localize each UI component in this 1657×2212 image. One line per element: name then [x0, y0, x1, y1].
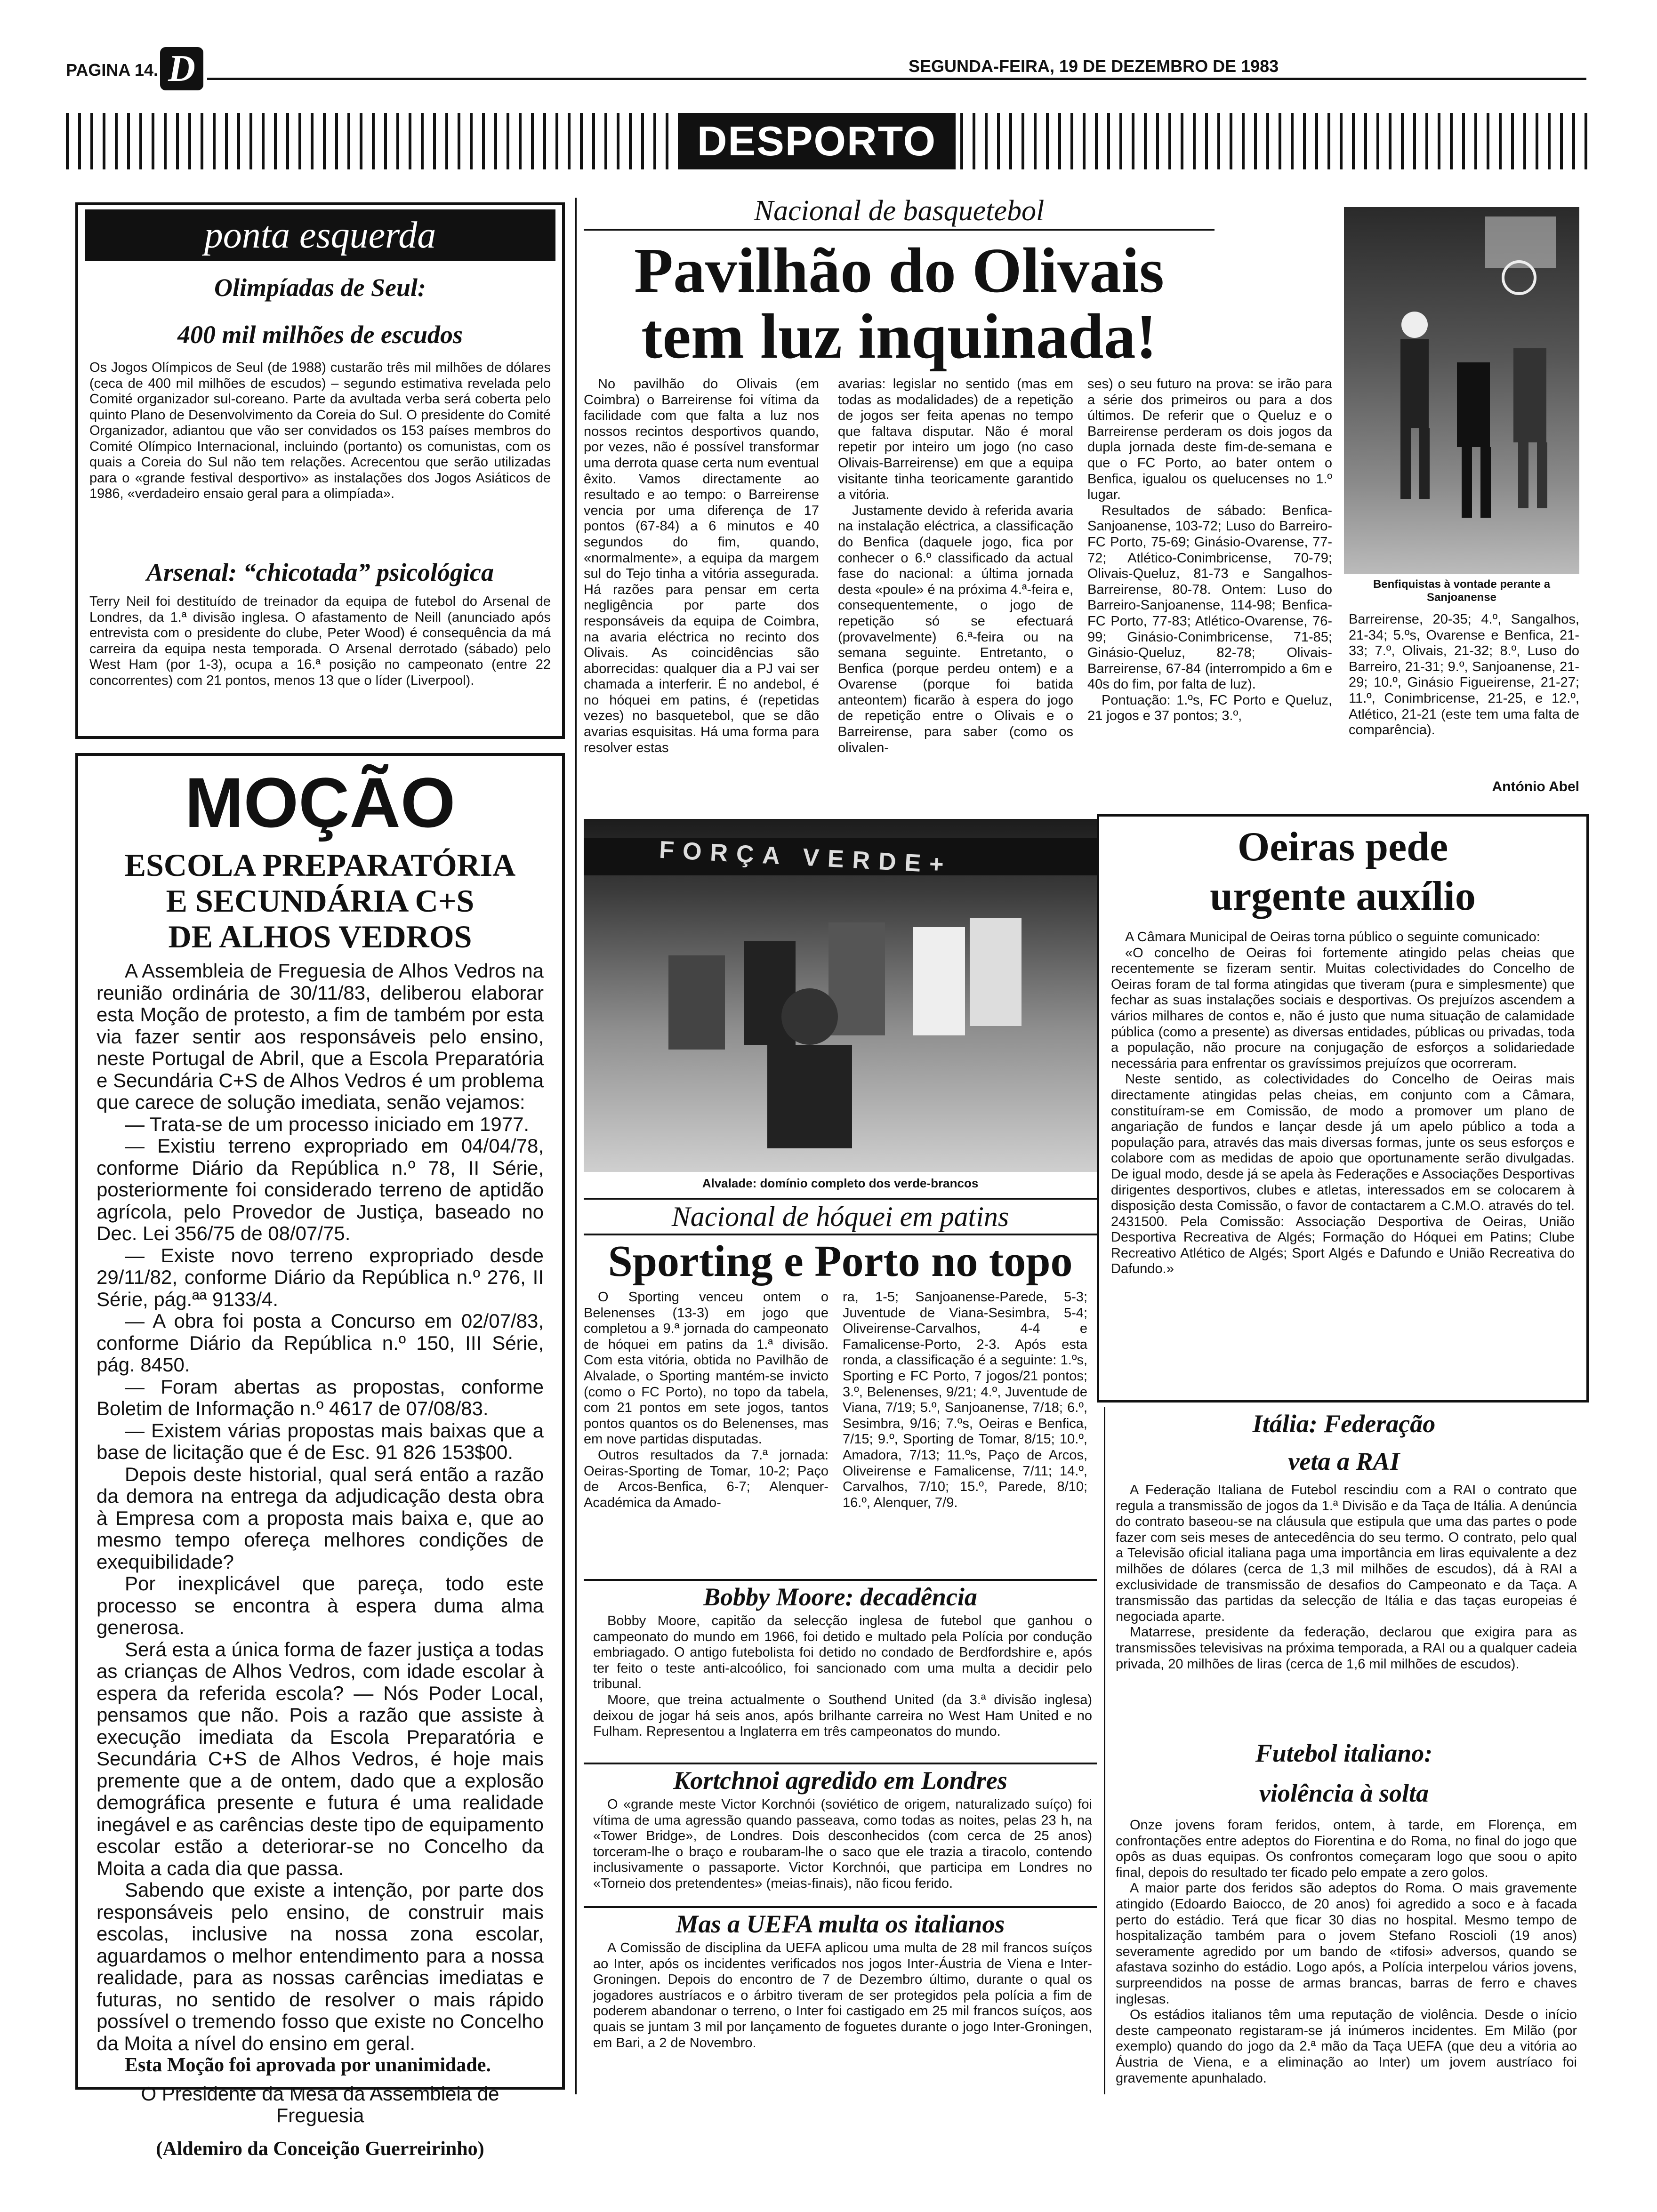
italia-headline-2: veta a RAI — [1288, 1447, 1400, 1475]
mocao-body — [97, 960, 544, 2160]
italia-headline-1: Itália: Federação — [1252, 1410, 1436, 1438]
header-rule — [207, 78, 1586, 80]
basket-col-2 — [838, 377, 1073, 756]
hockey-col-1b: Outros resultados da 7.ª jornada: Oeiras-Sporting de Tomar, 10-2; Paço de Arcos-Benfica, 6-7; Alenquer-Académica da Amado- — [584, 1447, 828, 1510]
mocao-paragraph-2: Depois deste historial, qual será então a razão da demora na entrega da adjudicação desta obra à Empresa com a proposta mais baixa e, que ao mesmo tempo ofereça melhores condições de exequibilidade? — [97, 1463, 544, 1573]
basket-col-2a: avarias: legislar no sentido (mas em todas as modalidades) de a repetição de jogos ser feita apenas no tempo que faltava disputar. Não é moral repetir por inteiro um jogo (no caso Olivais-Barreirense) em que a equipa visitante tinha teoricamente garantido a vitória. — [838, 377, 1073, 503]
basket-col-3b: Resultados de sábado: Benfica-Sanjoanense, 103-72; Luso do Barreiro-FC Porto, 75-69; Ginásio-Ovarense, 77-72; Atlético-Conimbricense, 70-79; Olivais-Queluz, 81-73 e Sangalhos-Barreirense, 80-78. Ontem: Luso do Barreiro-Sanjoanense, 114-98; Benfica-FC Porto, 77-83; Atlético-Ovarense, 76-99; Ginásio-Conimbricense, 71-85; Ginásio-Queluz, 82-78; Olivais-Barreirense, 67-84 (interrompido a 6m e 40s do fim, por falta de luz). — [1087, 503, 1332, 692]
basket-col-3c: Pontuação: 1.ºs, FC Porto e Queluz, 21 jogos e 37 pontos; 3.º, — [1087, 692, 1332, 724]
hockey-headline: Sporting e Porto no topo — [608, 1237, 1073, 1286]
column-divider-right — [1104, 1407, 1105, 2094]
bobby-p1: Bobby Moore, capitão da selecção inglesa de futebol que ganhou o campeonato do mundo em 1966, foi detido e multado pela Polícia por condução embriagado. O antigo futebolista foi detido no condado de Berdfordshire e, após ter feito o teste anti-alcoólico, foi sancionado com uma multa a decidir pelo tribunal. — [593, 1613, 1092, 1692]
logo-letter: D — [168, 48, 195, 89]
mocao-item-2: — Existiu terreno expropriado em 04/04/78, conforme Diário da República n.º 78, II Série, posteriormente foi considerado terreno de aptidão agrícola, pelo Provedor de Justiça, baseado no Dec. Lei 356/75 de 08/07/75. — [97, 1135, 544, 1244]
basketball-photo-art — [1344, 207, 1579, 574]
basket-byline: António Abel — [1492, 779, 1579, 794]
page-number: PAGINA 14. — [66, 60, 159, 80]
mocao-subtitle-1: ESCOLA PREPARATÓRIA — [124, 847, 516, 883]
mocao-signature: (Aldemiro da Conceição Guerreirinho) — [156, 2138, 484, 2160]
mocao-subtitle-2: E SECUNDÁRIA C+S — [166, 883, 475, 919]
bobby-body — [593, 1613, 1092, 1740]
mocao-approved: Esta Moção foi aprovada por unanimidade. — [125, 2054, 491, 2076]
basket-col-2b: Justamente devido à referida avaria na instalação eléctrica, a classificação do Benfica (daquele jogo, fica por conhecer o 6.º classificado da actual fase do nacional: a última jornada desta «poule» é na próxima 4.ª-feira e, consequentemente, o jogo de repetição só se efectuará (provavelmente) 6.ª-feira ou na semana seguinte. Entretanto, o Benfica (porque perdeu ontem) e a Ovarense (porque foi batida anteontem) ficarão à espera do jogo de repetição entre o Olivais e o Barreirense, para saber (como os olivalen- — [838, 503, 1073, 755]
futebol-it-p2: A maior parte dos feridos são adeptos do Roma. O mais gravemente atingido (Edoardo Baiocco, de 20 anos) foi agredido a soco e à facada perto do estádio. Terá que ficar 30 dias no hospital. Mesmo tempo de hospitalização também para o jovem Stefano Roscioli (19 anos) severamente agredido por um bando de «tifosi» adversos, quando se afastava sozinho do estádio. Logo após, a Polícia interpelou vários jovens, surpreendidos na posse de armas brancas, barras de ferro e chaves inglesas. — [1116, 1881, 1577, 2007]
arsenal-body: Terry Neil foi destituído de treinador da equipa de futebol do Arsenal de Londres, da 1.ª divisão inglesa. O afastamento de Neill (anunciado após entrevista com o presidente do clube, Peter Wood) é consequência da má carreira da equipa nesta temporada. O Arsenal derrotado (sábado) pelo West Ham (por 1-3), ocupa a 16.ª posição no campeonato (entre 22 concorrentes) com 21 pontos, menos 13 que o líder (Liverpool). — [89, 594, 551, 688]
futebol-it-p1: Onze jovens foram feridos, ontem, à tarde, em Florença, em confrontações entre adeptos do Fiorentina e do Roma, no final do jogo que opôs as duas equipas. Os confrontos começaram logo que soou o apito final, depois do resultado ter ficado pelo empate a zero golos. — [1116, 1818, 1577, 1880]
basketball-photo — [1344, 207, 1579, 574]
mocao-item-5: — Foram abertas as propostas, conforme Boletim de Informação n.º 4617 de 07/08/83. — [97, 1375, 544, 1419]
oeiras-body — [1111, 930, 1575, 1277]
mocao-signoff: O Presidente da Mesa da Assembleia de Freguesia — [141, 2082, 499, 2126]
uefa-rule — [584, 1906, 1097, 1908]
kortchnoi-headline: Kortchnoi agredido em Londres — [673, 1766, 1007, 1795]
kortchnoi-rule — [584, 1763, 1097, 1764]
basket-col-3 — [1087, 377, 1332, 724]
hockey-photo — [584, 819, 1097, 1172]
uefa-headline: Mas a UEFA multa os italianos — [676, 1910, 1005, 1938]
section-title: DESPORTO — [678, 113, 956, 169]
italia-body — [1116, 1483, 1577, 1672]
bobby-rule — [584, 1579, 1097, 1581]
mocao-subtitle-3: DE ALHOS VEDROS — [168, 919, 472, 954]
hockey-photo-banner: FORÇA VERDE+ — [658, 836, 953, 879]
oeiras-headline-2: urgente auxílio — [1210, 874, 1476, 919]
futebol-it-headline-2: violência à solta — [1259, 1779, 1429, 1807]
mocao-intro: A Assembleia de Freguesia de Alhos Vedros na reunião ordinária de 30/11/83, deliberou elaborar esta Moção de protesto, a fim de também por esta via fazer sentir aos responsáveis pelo ensino, neste Portugal de Abril, que a Escola Preparatória e Secundária C+S de Alhos Vedros é um problema que carece de solução imediata, senão vejamos: — [97, 960, 544, 1113]
hockey-col-2: ra, 1-5; Sanjoanense-Parede, 5-3; Juventude de Viana-Sesimbra, 5-4; Oliveirense-Carvalhos, 4-4 e Famalicense-Porto, 2-3. Após esta ronda, a classificação é a seguinte: 1.ºs, Sporting e FC Porto, 7 jogos/21 pontos; 3.º, Belenenses, 9/21; 4.º, Juventude de Viana, 7/19; 5.º, Sanjoanense, 7/18; 6.º, Sesimbra, 9/16; 7.ºs, Oeiras e Benfica, 7/15; 9.º, Sporting de Tomar, 8/15; 10.º, Amadora, 7/13; 11.ºs, Paço de Arcos, Oliveirense e Famalicense, 7/11; 14.º, Carvalhos, 7/10; 15.º, Parede, 8/10; 16.º, Alenquer, 7/9. — [843, 1290, 1087, 1510]
futebol-it-p3: Os estádios italianos têm uma reputação de violência. Desde o início deste campeonato registaram-se já inúmeros incidentes. Em Milão (por exemplo) quando do jogo da 2.ª mão da Taça UEFA (que deu a vitória ao Áustria de Viena, e a eliminação ao Inter) um jovem austríaco foi gravemente apunhalado. — [1116, 2007, 1577, 2086]
oeiras-p2: «O concelho de Oeiras foi fortemente atingido pelas cheias que recentemente se fizeram sentir. Muitas colectividades do Concelho de Oeiras foram de tal forma atingidas que tiveram (pura e simplesmente) que fechar as suas instalações sociais e desportivas. Os prejuízos ascendem a vários milhares de contos e, não é justo que numa situação de calamidade pública (como a presente) as diversas entidades, públicas ou privadas, toda a população, não procure na conjugação de esforços a solidariedade necessária para enfrentar os gravíssimos prejuízos que ocorreram. — [1111, 945, 1575, 1071]
section-bars-right — [960, 113, 1591, 169]
bobby-headline: Bobby Moore: decadência — [703, 1583, 977, 1611]
mocao-paragraph-4: Será esta a única forma de fazer justiça a todas as crianças de Alhos Vedros, com idade escolar à espera da referida escola? — Nós Poder Local, pensamos que não. Pois a razão que assiste à execução imediata da Escola Preparatória e Secundária C+S de Alhos Vedros, é hoje mais premente que a de ontem, dado que a explosão demográfica presente e futura é uma realidade inegável e as carências deste tipo de equipamento escolar estão a deteriorar-se no Concelho da Moita a cada dia que passa. — [97, 1638, 544, 1879]
column-divider-left — [575, 198, 577, 2094]
mocao-paragraph-3: Por inexplicável que pareça, todo este processo se encontra à espera duma alma generosa. — [97, 1572, 544, 1638]
italia-p1: A Federação Italiana de Futebol rescindiu com a RAI o contrato que regula a transmissão de jogos da 1.ª Divisão e da Taça de Itália. A denúncia do contrato baseou-se na cláusula que estipula que uma das partes o pode fazer com seis meses de antecedência do seu termo. O contrato, pelo qual a Televisão oficial italiana paga uma importância em liras equivalente a dez milhões de dólares (cerca de 1,3 mil milhões de escudos), dá à RAI a exclusividade de transmissão de desafios do Campeonato e da Taça. A transmissão das partidas da selecção de Itália e das taças europeias é negociada aparte. — [1116, 1483, 1577, 1624]
mocao-item-1: — Trata-se de um processo iniciado em 1977. — [125, 1113, 530, 1135]
hockey-photo-caption: Alvalade: domínio completo dos verde-brancos — [702, 1176, 979, 1190]
basket-headline-2: tem luz inquinada! — [641, 301, 1157, 372]
oeiras-headline-1: Oeiras pede — [1237, 824, 1448, 870]
mocao-item-4: — A obra foi posta a Concurso em 02/07/83, conforme Diário da República n.º 150, III Série, pág. 8450. — [97, 1310, 544, 1376]
oeiras-p1: A Câmara Municipal de Oeiras torna público o seguinte comunicado: — [1125, 930, 1540, 945]
banner-text: ponta esquerda — [204, 215, 436, 256]
issue-date: SEGUNDA-FEIRA, 19 DE DEZEMBRO DE 1983 — [909, 56, 1279, 76]
mocao-item-3: — Existe novo terreno expropriado desde 29/11/82, conforme Diário da República n.º 276, II Série, pág.ªª 9133/4. — [97, 1244, 544, 1310]
futebol-it-headline-1: Futebol italiano: — [1255, 1739, 1433, 1767]
mocao-title: MOÇÃO — [185, 763, 456, 842]
italia-p2: Matarrese, presidente da federação, declarou que exigira para as transmissões televisivas na próxima temporada, a RAI ou a qualquer cadeia privada, 20 milhões de liras (cerca de 1,6 mil milhões de escudos). — [1116, 1625, 1577, 1672]
newspaper-logo — [160, 47, 203, 90]
ponta-esquerda-banner — [85, 209, 555, 261]
basket-col-3a: ses) o seu futuro na prova: se irão para a série dos primeiros ou para a dos últimos. De referir que o Queluz e o Barreirense perderam os dois jogos da dupla jornada deste fim-de-semana e que o FC Porto, ao bater ontem o Benfica, igualou os quelucenses no 1.º lugar. — [1087, 377, 1332, 503]
basket-col-4: Barreirense, 20-35; 4.º, Sangalhos, 21-34; 5.ºs, Ovarense e Benfica, 21-33; 7.º, Olivais, 21-32; 8.º, Luso do Barreiro, 21-31; 9.º, Sanjoanense, 21-29; 10.º, Ginásio Figueirense, 21-27; 11.º, Conimbricense, 21-25, e 12.º, Atlético, 21-21 (este tem uma falta de comparência). — [1349, 612, 1579, 738]
basket-headline-1: Pavilhão do Olivais — [634, 235, 1164, 306]
kortchnoi-body: O «grande meste Victor Korchnói (soviético de origem, naturalizado suíço) foi vítima de uma agressão quando passeava, como todas as noites, pelas 23 h, na «Tower Bridge», de Londres. Dois desconhecidos (com cerca de 25 anos) torceram-lhe o braço e roubaram-lhe o saco que ele trazia a tiracolo, contendo inclusivamente o passaporte. Victor Korchnói, que participa em Londres no «Torneio dos pretendentes» (meias-finais), não ficou ferido. — [593, 1797, 1092, 1891]
uefa-body: A Comissão de disciplina da UEFA aplicou uma multa de 28 mil francos suíços ao Inter, após os incidentes verificados nos jogos Inter-Áustria de Viena e Inter-Groningen. Depois do encontro de 7 de Dezembro último, durante o qual os jogadores austríacos e o árbitro tiveram de ser protegidos pela polícia a fim de poderem abandonar o terreno, o Inter foi castigado em 25 mil francos suíços, aos quais se juntam 3 mil por lançamento de foguetes durante o jogo Inter-Groningen, em Bari, a 2 de Novembro. — [593, 1940, 1092, 2051]
hockey-kicker: Nacional de hóquei em patins — [584, 1198, 1097, 1235]
mocao-item-6: — Existem várias propostas mais baixas que a base de licitação que é de Esc. 91 826 153$00. — [97, 1419, 544, 1463]
bobby-p2: Moore, que treina actualmente o Southend United (da 3.ª divisão inglesa) deixou de jogar há seis anos, após brilhante carreira no West Ham United e no Fulham. Representou a Inglaterra em três campeonatos do mundo. — [593, 1692, 1092, 1739]
basketball-photo-caption: Benfiquistas à vontade perante a Sanjoanense — [1373, 578, 1551, 604]
hockey-col-1a: O Sporting venceu ontem o Belenenses (13-3) em jogo que completou a 9.ª jornada do campeonato de hóquei em patins da 1.ª divisão. Com esta vitória, obtida no Pavilhão de Alvalade, o Sporting mantém-se invicto (como o FC Porto), no topo da tabela, com 21 pontos em sete jogos, tantos pontos quantos os do Belenenses, mas em nove partidas disputadas. — [584, 1290, 828, 1447]
mocao-paragraph-5: Sabendo que existe a intenção, por parte dos responsáveis pelo ensino, de construir mais escolas, inclusive na nossa zona escolar, aguardamos o melhor entendimento para a nossa realidade, para as nossas carências imediatas e futuras, no sentido de resolver o mais rápido possível o tremendo fosso que existe no Concelho da Moita a nível do ensino em geral. — [97, 1879, 544, 2054]
basket-kicker: Nacional de basquetebol — [584, 193, 1215, 231]
arsenal-headline: Arsenal: “chicotada” psicológica — [146, 558, 494, 586]
futebol-it-body — [1116, 1818, 1577, 2086]
basket-col-1: No pavilhão do Olivais (em Coimbra) o Barreirense foi vítima da facilidade com que falta a luz nos nossos recintos desportivos quando, por vezes, não é possível transformar uma derrota quase certa num eventual êxito. Vamos directamente ao resultado e ao tempo: o Barreirense vencia por uma diferença de 17 pontos (67-84) a 6 minutos e 40 segundos do fim, quando, «normalmente», a equipa da margem sul do Tejo tinha a vitória assegurada. Há razões para pensar em certa negligência por parte dos responsáveis da equipa de Coimbra, na avaria eléctrica no recinto dos Olivais. As coincidências são aborrecidas: qualquer dia a PJ vai ser chamada a interferir. É no andebol, é no hóquei em patins, é (repetidas vezes) no basquetebol, que se dão avarias esquisitas. Há uma forma para resolver estas — [584, 377, 819, 755]
hockey-col-1 — [584, 1290, 828, 1511]
olimpiadas-subheadline: 400 mil milhões de escudos — [177, 321, 463, 349]
olimpiadas-body: Os Jogos Olímpicos de Seul (de 1988) custarão três mil milhões de dólares (ceca de 400 mil milhões de escudos) – segundo estimativa revelada pelo Comité organizador sul-coreano. Parte da avultada verba será coberta pelo quinto Plano de Desenvolvimento da Coreia do Sul. O presidente do Comité Organizador, adiantou que vão ser convidados os 153 países membros do Comité Olímpico Internacional, incluindo (portanto) os comunistas, com os quais a Coreia do Sul não tem relações. Acrecentou que serão utilizadas para o «grande festival desportivo» as instalações dos Jogos Asiáticos de 1986, «verdadeiro ensaio geral para a olimpíada». — [89, 360, 551, 501]
section-bars-left — [66, 113, 673, 169]
oeiras-p3: Neste sentido, as colectividades do Concelho de Oeiras mais directamente atingidas pelas cheias, em conjunto com a Câmara, constituíram-se em Comissão, de modo a promover um plano de angariação de fundos e lançar desde já um apelo público a toda a população para, através das mais diversas formas, junte os seus esforços e colabore com as medidas de apoio que oportunamente serão divulgadas. De igual modo, desde já se apela às Federações e Associações Desportivas dirigentes desportivos, clubes e atletas, interessados em se colocarem à disposição desta Comissão, o favor de contactarem a C.M.O. através do tel. 2431500. Pela Comissão: Associação Desportiva de Oeiras, União Desportiva Recreativa de Algés; Formação do Hóquei em Patins; Clube Recreativo Atlético de Algés; Sport Algés e Dafundo e União Recreativa do Dafundo.» — [1111, 1072, 1575, 1277]
olimpiadas-headline: Olimpíadas de Seul: — [214, 273, 426, 302]
